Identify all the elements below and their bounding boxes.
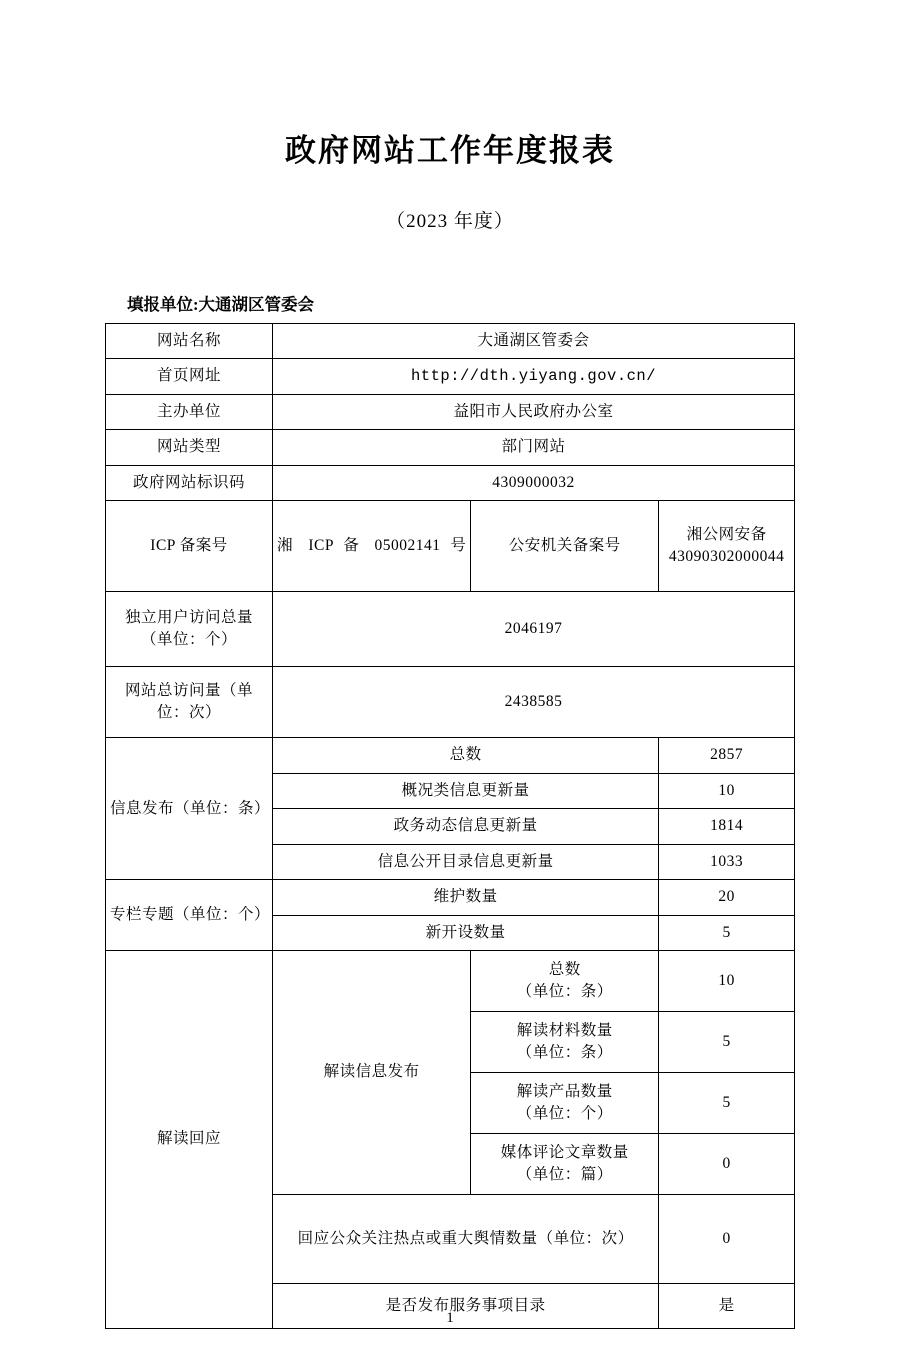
interpretation-item-name — [471, 1073, 659, 1134]
interpretation-item-value: 0 — [659, 1134, 795, 1195]
interpretation-item-name-line2: （单位：篇） — [516, 1166, 613, 1184]
interpretation-item-value: 5 — [659, 1073, 795, 1134]
service-catalog-label: 是否发布服务事项目录 — [273, 1284, 659, 1329]
interpretation-item-name-line1: 解读产品数量 — [516, 1082, 613, 1100]
info-publish-item-value: 1814 — [659, 809, 795, 844]
unique-visitors-value: 2046197 — [273, 592, 795, 667]
table-row — [106, 501, 795, 592]
table-row — [106, 738, 795, 773]
site-type-label: 网站类型 — [106, 430, 273, 465]
interpretation-publish-label: 解读信息发布 — [273, 951, 471, 1195]
table-row — [106, 592, 795, 667]
page-subtitle: （2023 年度） — [386, 211, 514, 232]
response-hotspot-value: 0 — [659, 1195, 795, 1284]
interpretation-item-name — [471, 951, 659, 1012]
site-code-label: 政府网站标识码 — [106, 465, 273, 500]
site-code-value: 4309000032 — [273, 465, 795, 500]
page-title: 政府网站工作年度报表 — [285, 133, 615, 169]
info-publish-label: 信息发布（单位：条） — [106, 738, 273, 880]
table-row — [106, 359, 795, 394]
info-publish-item-value: 2857 — [659, 738, 795, 773]
annual-report-table — [105, 323, 795, 1329]
interpretation-item-name-line1: 媒体评论文章数量 — [500, 1143, 629, 1161]
table-row — [106, 394, 795, 429]
table-row — [106, 465, 795, 500]
interpretation-item-name-line1: 总数 — [548, 960, 581, 978]
police-record-value: 湘公网安备 43090302000044 — [659, 501, 795, 592]
icp-value: 湘 ICP 备 05002141 号 — [273, 501, 471, 592]
page-number: 1 — [446, 1310, 454, 1327]
homepage-value: http://dth.yiyang.gov.cn/ — [273, 359, 795, 394]
info-publish-item-name: 政务动态信息更新量 — [273, 809, 659, 844]
interpretation-item-name-line2: （单位：个） — [516, 1105, 613, 1123]
interpretation-label: 解读回应 — [106, 951, 273, 1329]
info-publish-item-name: 总数 — [273, 738, 659, 773]
table-row — [106, 880, 795, 915]
interpretation-item-name — [471, 1134, 659, 1195]
service-catalog-value: 是 — [659, 1284, 795, 1329]
column-topic-label: 专栏专题（单位：个） — [106, 880, 273, 951]
column-topic-item-value: 20 — [659, 880, 795, 915]
total-visits-value: 2438585 — [273, 667, 795, 738]
filler-unit-label: 填报单位:大通湖区管委会 — [127, 295, 314, 314]
police-record-label: 公安机关备案号 — [471, 501, 659, 592]
unique-visitors-label: 独立用户访问总量（单位：个） — [106, 592, 273, 667]
column-topic-item-value: 5 — [659, 915, 795, 950]
icp-label: ICP 备案号 — [106, 501, 273, 592]
interpretation-item-value: 5 — [659, 1012, 795, 1073]
interpretation-item-name — [471, 1012, 659, 1073]
total-visits-label: 网站总访问量（单位：次） — [106, 667, 273, 738]
interpretation-item-name-line2: （单位：条） — [516, 983, 613, 1001]
interpretation-item-name-line1: 解读材料数量 — [516, 1021, 613, 1039]
site-name-value: 大通湖区管委会 — [273, 324, 795, 359]
table-row — [106, 667, 795, 738]
sponsor-value: 益阳市人民政府办公室 — [273, 394, 795, 429]
site-type-value: 部门网站 — [273, 430, 795, 465]
interpretation-item-value: 10 — [659, 951, 795, 1012]
homepage-label: 首页网址 — [106, 359, 273, 394]
table-row — [106, 430, 795, 465]
sponsor-label: 主办单位 — [106, 394, 273, 429]
info-publish-item-value: 10 — [659, 773, 795, 808]
interpretation-item-name-line2: （单位：条） — [516, 1044, 613, 1062]
info-publish-item-name: 概况类信息更新量 — [273, 773, 659, 808]
table-row — [106, 324, 795, 359]
site-name-label: 网站名称 — [106, 324, 273, 359]
info-publish-item-name: 信息公开目录信息更新量 — [273, 844, 659, 879]
info-publish-item-value: 1033 — [659, 844, 795, 879]
table-row — [106, 951, 795, 1012]
column-topic-item-name: 新开设数量 — [273, 915, 659, 950]
column-topic-item-name: 维护数量 — [273, 880, 659, 915]
response-hotspot-label: 回应公众关注热点或重大舆情数量（单位：次） — [273, 1195, 659, 1284]
